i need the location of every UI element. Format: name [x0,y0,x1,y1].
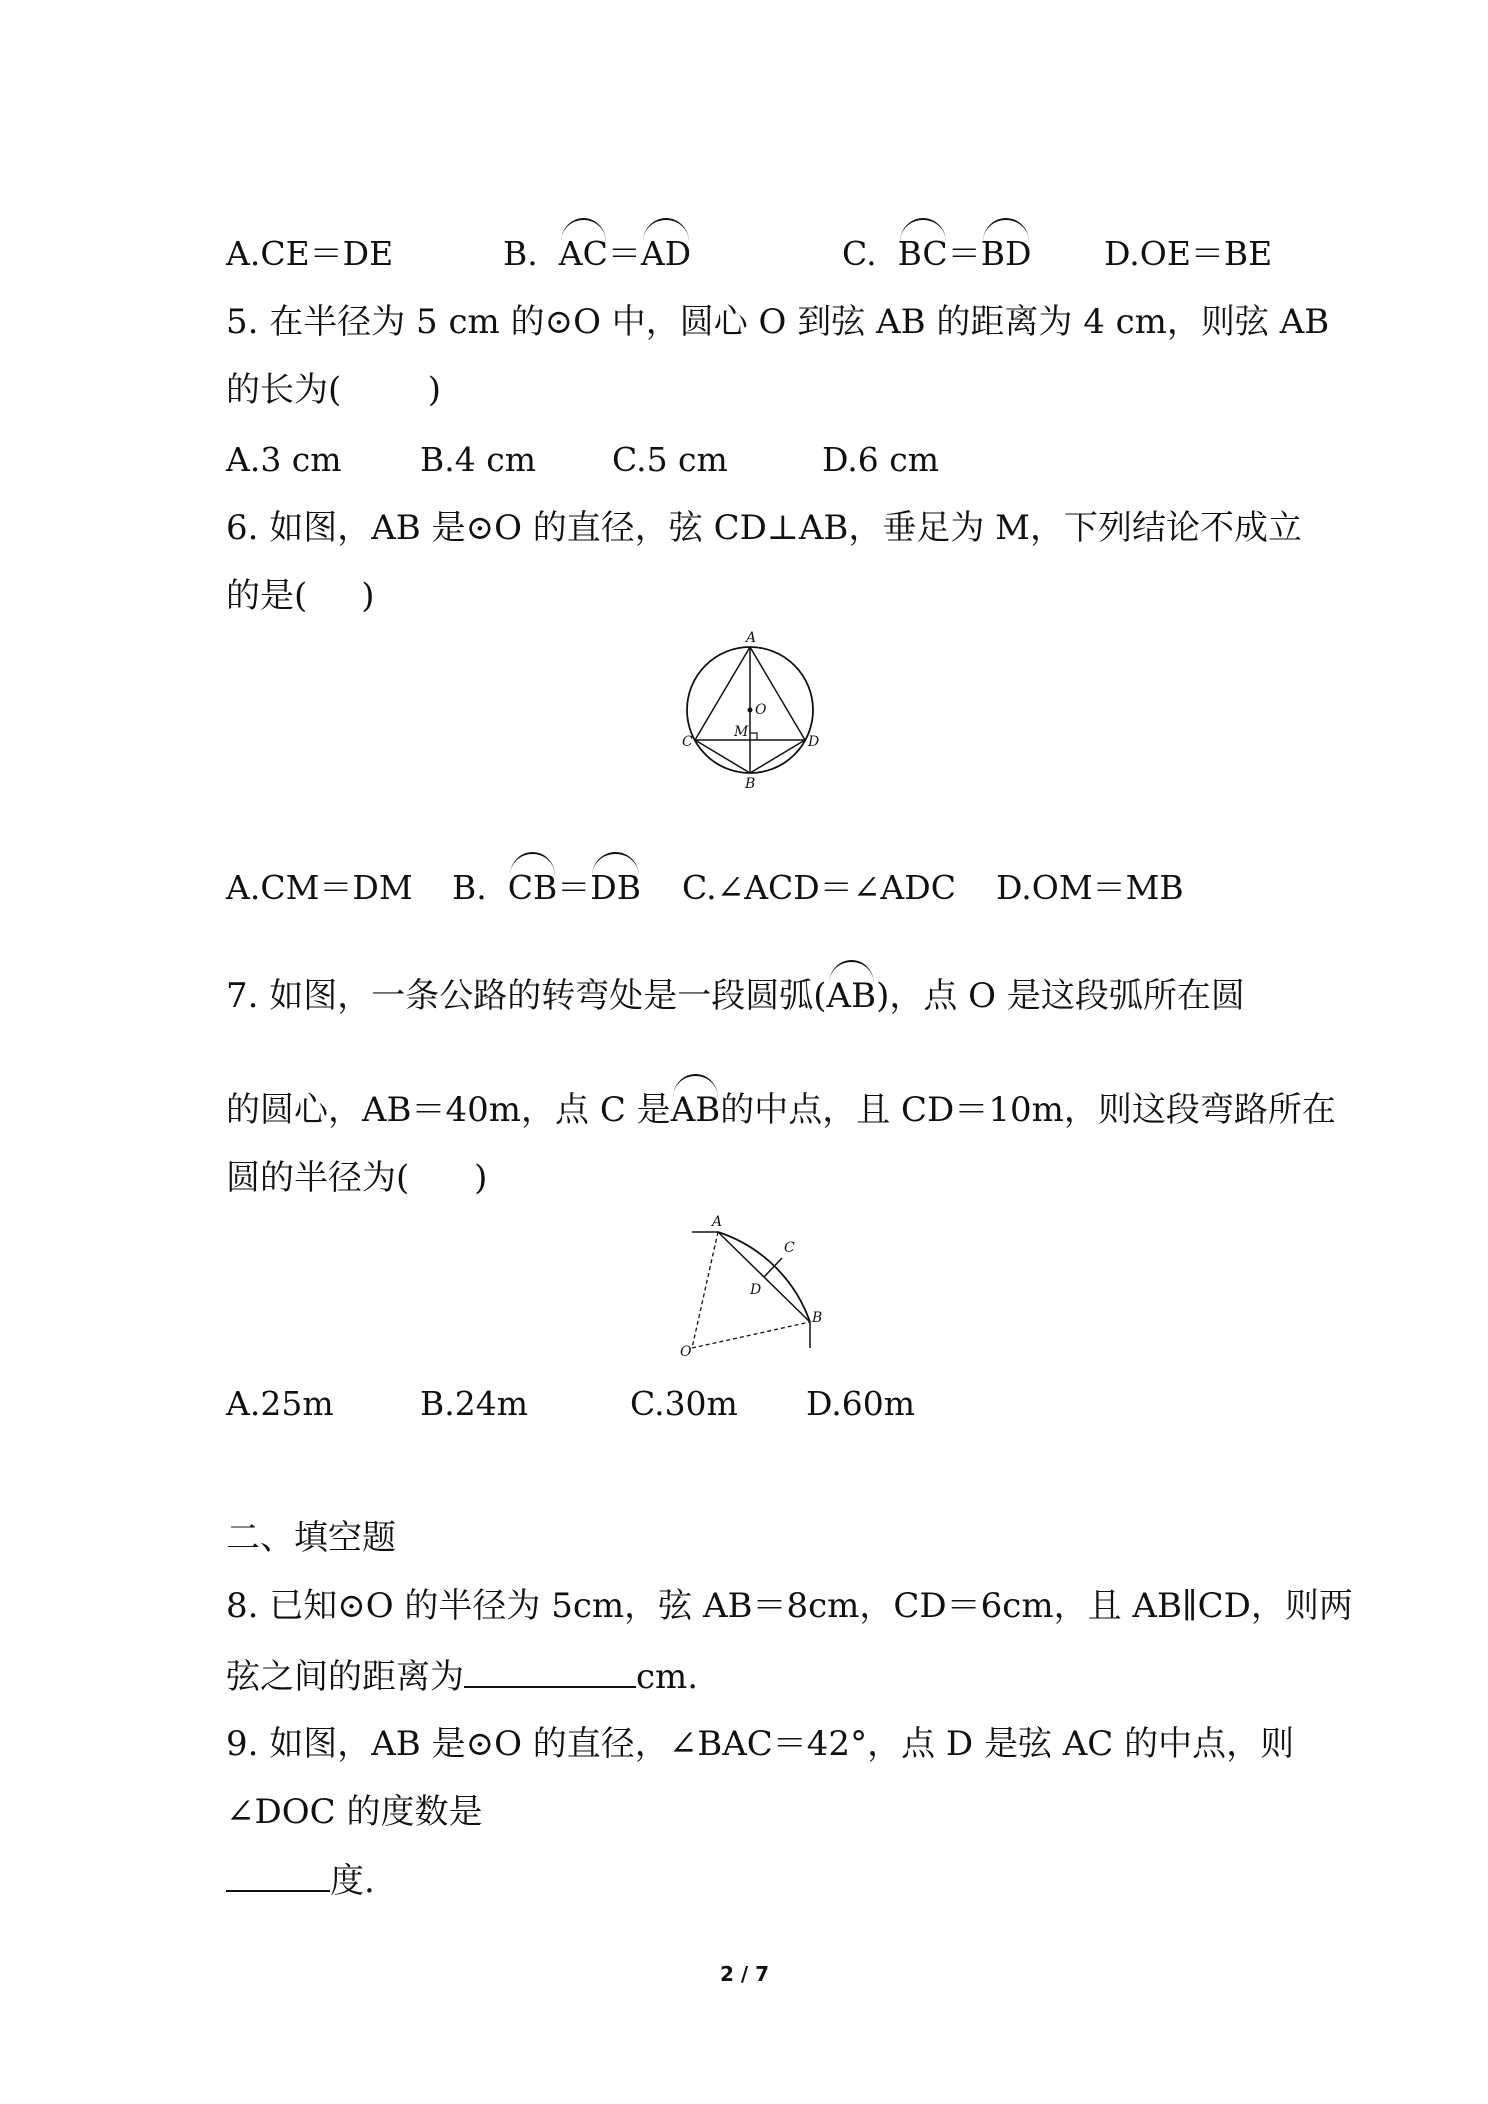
arc-ac: AC [558,234,608,273]
q6-option-b [452,868,641,908]
q6-option-a: A.CM＝DM [226,868,413,907]
label-o: O [680,1344,692,1360]
q7-option-c: C.30m [630,1384,738,1423]
q8-answer-blank[interactable] [464,1656,636,1688]
q7-line2-post: 的中点，且 CD＝10m，则这段弯路所在 [720,1090,1336,1130]
q7-option-d: D.60m [806,1384,916,1423]
center-point-o [748,708,753,713]
segment-ad [750,647,805,740]
q8-line2-post: cm. [636,1657,699,1697]
q6-option-d: D.OM＝MB [996,868,1184,907]
q5-option-d: D.6 cm [822,440,940,479]
radius-ob-dashed [692,1322,810,1348]
q4-option-d: D.OE＝BE [1104,234,1273,273]
q6-option-b-prefix: B. [452,868,487,907]
q4-option-b [503,234,691,274]
q7-text-line3: 圆的半径为( ) [226,1158,488,1198]
q5-text-line1: 5. 在半径为 5 cm 的⊙O 中，圆心 O 到弦 AB 的距离为 4 cm，则弦 AB [226,302,1330,342]
label-m: M [734,724,749,740]
q6-circle-figure [670,630,830,790]
radius-oa-dashed [692,1232,718,1348]
label-a: A [712,1214,723,1230]
q8-text-line1: 8. 已知⊙O 的半径为 5cm，弦 AB＝8cm，CD＝6cm，且 AB∥CD，则两 [226,1586,1353,1626]
label-b: B [812,1310,823,1326]
label-d: D [750,1282,762,1298]
arc-bc: BC [897,234,948,273]
q6-option-c: C.∠ACD＝∠ADC [682,868,956,907]
q5-option-b: B.4 cm [420,440,536,479]
q8-line2-pre: 弦之间的距离为 [226,1657,464,1697]
label-o: O [755,702,767,718]
label-b: B [745,776,756,790]
q4-option-b-prefix: B. [503,234,538,273]
q9-answer-blank[interactable] [226,1860,330,1892]
q5-text-line2: 的长为( ) [226,370,441,410]
q6-text-line1: 6. 如图，AB 是⊙O 的直径，弦 CD⊥AB，垂足为 M，下列结论不成立 [226,508,1302,548]
segment-cb [695,740,750,773]
right-angle-mark [750,733,757,740]
arc-cb: CB [507,868,558,907]
q7-line1-pre: 7. 如图，一条公路的转弯处是一段圆弧( [226,976,827,1016]
q4-option-a: A.CE＝DE [226,234,394,273]
arc-ab: AB [826,976,877,1016]
arc-ad: AD [640,234,692,273]
page-number: 2 / 7 [720,1962,770,1986]
label-c: C [784,1240,795,1256]
q4-option-c-eq: ＝ [947,234,981,273]
label-d: D [808,734,820,750]
q4-option-c [842,234,1031,274]
q5-option-a: A.3 cm [226,440,342,479]
q6-option-b-eq: ＝ [557,868,591,907]
q9-line3-post: 度. [330,1861,375,1901]
segment-cd [764,1258,782,1277]
q5-option-c: C.5 cm [612,440,728,479]
section-title-fill-in: 二、填空题 [226,1518,396,1558]
arc-bd: BD [980,234,1032,273]
arc-db: DB [590,868,641,907]
q7-text-line2 [226,1090,1336,1130]
label-c: C [682,734,693,750]
q6-text-line2: 的是( ) [226,576,375,616]
arc-ab-2: AB [670,1090,721,1130]
q9-text-line1: 9. 如图，AB 是⊙O 的直径，∠BAC＝42°，点 D 是弦 AC 的中点，则 [226,1724,1295,1764]
q7-option-a: A.25m [226,1384,334,1423]
q7-road-arc-figure [670,1210,840,1360]
segment-db [750,740,805,773]
q9-text-line3 [226,1860,375,1901]
label-a: A [746,630,757,646]
q8-text-line2 [226,1656,698,1697]
q9-text-line2: ∠DOC 的度数是 [226,1792,483,1832]
q4-option-c-prefix: C. [842,234,877,273]
q7-option-b: B.24m [420,1384,529,1423]
q4-option-b-eq: ＝ [607,234,641,273]
q7-text-line1 [226,976,1245,1016]
q7-line2-pre: 的圆心，AB＝40m，点 C 是 [226,1090,671,1130]
q7-line1-post: )，点 O 是这段弧所在圆 [876,976,1245,1016]
